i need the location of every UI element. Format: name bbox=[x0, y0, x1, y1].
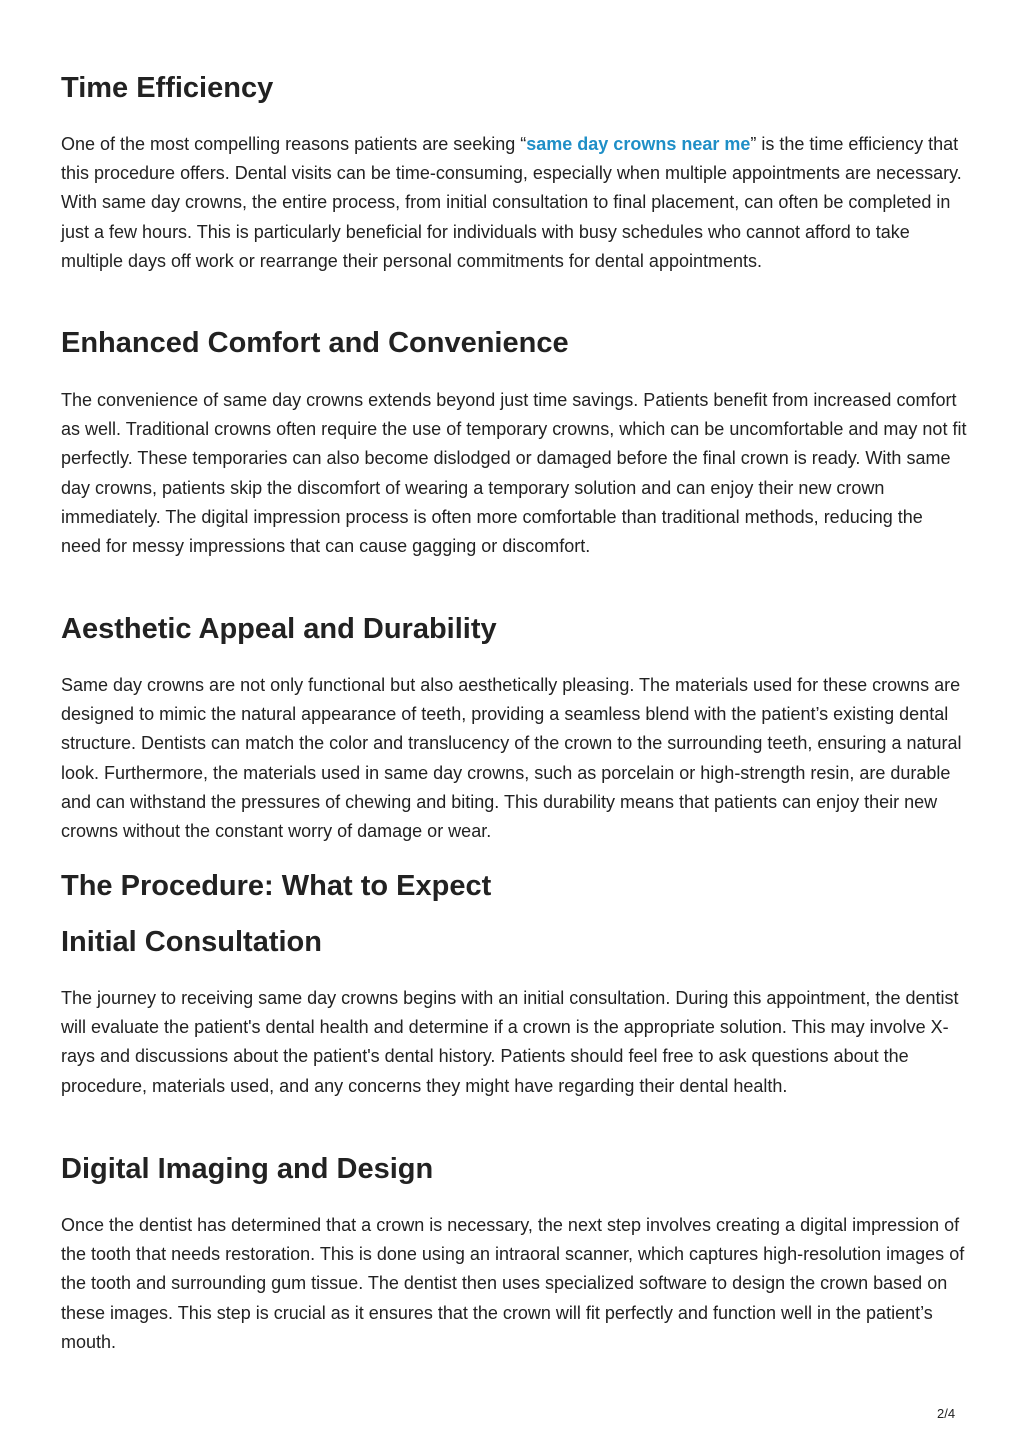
heading-aesthetic-appeal: Aesthetic Appeal and Durability bbox=[61, 613, 497, 645]
heading-procedure: The Procedure: What to Expect bbox=[61, 870, 492, 902]
paragraph-enhanced-comfort: The convenience of same day crowns extends beyond just time savings. Patients benefit from increased comfort as well. Traditional crowns often require the use of temporary crowns, which can be uncomfortable and may not fit perfectly. These temporaries can also become dislodged or damaged before the final crown is ready. With same day crowns, patients skip the discomfort of wearing a temporary solution and can enjoy their new crown immediately. The digital impression process is often more comfortable than traditional methods, reducing the need for messy impressions that can cause gagging or discomfort. bbox=[61, 390, 967, 557]
paragraph-text-after-link: ” is the time efficiency that this procedure offers. Dental visits can be time-consuming, especially when multiple appointments are necessary. With same day crowns, the entire process, from initial consultation to final placement, can often be completed in just a few hours. This is particularly beneficial for individuals with busy schedules who cannot afford to take multiple days off work or rearrange their personal commitments for dental appointments. bbox=[61, 134, 962, 271]
paragraph-initial-consultation: The journey to receiving same day crowns begins with an initial consultation. During this appointment, the dentist will evaluate the patient's dental health and determine if a crown is the appropriate solution. This may involve X-rays and discussions about the patient's dental history. Patients should feel free to ask questions about the procedure, materials used, and any concerns they might have regarding their dental health. bbox=[61, 988, 959, 1096]
same-day-crowns-link[interactable]: same day crowns near me bbox=[526, 134, 751, 154]
heading-enhanced-comfort: Enhanced Comfort and Convenience bbox=[61, 327, 569, 359]
paragraph-text-before-link: One of the most compelling reasons patients are seeking “ bbox=[61, 134, 527, 154]
page-number: 2/4 bbox=[937, 1406, 956, 1421]
heading-initial-consultation: Initial Consultation bbox=[61, 926, 322, 958]
paragraph-digital-imaging: Once the dentist has determined that a crown is necessary, the next step involves creating a digital impression of the tooth that needs restoration. This is done using an intraoral scanner, which captures high-resolution images of the tooth and surrounding gum tissue. The dentist then uses specialized software to design the crown based on these images. This step is crucial as it ensures that the crown will fit perfectly and function well in the patient’s mouth. bbox=[61, 1215, 965, 1352]
heading-time-efficiency: Time Efficiency bbox=[61, 72, 274, 104]
paragraph-time-efficiency bbox=[61, 130, 967, 276]
paragraph-aesthetic-appeal: Same day crowns are not only functional but also aesthetically pleasing. The materials used for these crowns are designed to mimic the natural appearance of teeth, providing a seamless blend with the patient’s existing dental structure. Dentists can match the color and translucency of the crown to the surrounding teeth, ensuring a natural look. Furthermore, the materials used in same day crowns, such as porcelain or high-strength resin, are durable and can withstand the pressures of chewing and biting. This durability means that patients can enjoy their new crowns without the constant worry of damage or wear. bbox=[61, 675, 962, 842]
heading-digital-imaging: Digital Imaging and Design bbox=[61, 1153, 434, 1185]
